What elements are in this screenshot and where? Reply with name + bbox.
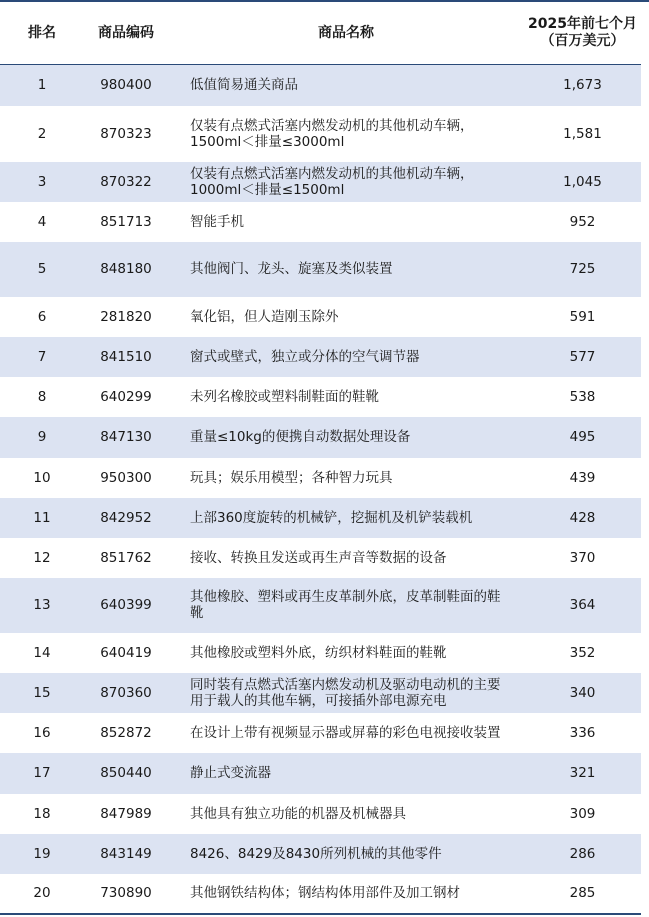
cell-rank: 13 (0, 578, 84, 633)
table-row (0, 162, 641, 202)
cell-value: 321 (524, 753, 641, 794)
cell-rank: 15 (0, 673, 84, 713)
table-row (0, 106, 641, 162)
cell-rank: 4 (0, 202, 84, 242)
cell-rank: 10 (0, 458, 84, 498)
cell-value: 1,581 (524, 106, 641, 162)
cell-code: 841510 (84, 337, 168, 377)
cell-name: 智能手机 (168, 202, 524, 242)
cell-code: 640399 (84, 578, 168, 633)
cell-code: 852872 (84, 713, 168, 753)
cell-rank: 20 (0, 874, 84, 914)
table-row (0, 337, 641, 377)
cell-value: 439 (524, 458, 641, 498)
header-name: 商品名称 (168, 2, 524, 65)
cell-name: 在设计上带有视频显示器或屏幕的彩色电视接收装置 (168, 713, 524, 753)
cell-value: 577 (524, 337, 641, 377)
cell-name: 仅装有点燃式活塞内燃发动机的其他机动车辆，1000ml＜排量≤1500ml (168, 162, 524, 202)
cell-value: 286 (524, 834, 641, 874)
cell-rank: 14 (0, 633, 84, 673)
cell-value: 285 (524, 874, 641, 914)
header-code: 商品编码 (84, 2, 168, 65)
table-row (0, 65, 641, 106)
cell-code: 842952 (84, 498, 168, 538)
table-row (0, 874, 641, 914)
table-row (0, 498, 641, 538)
cell-code: 870322 (84, 162, 168, 202)
cell-value: 495 (524, 417, 641, 458)
cell-name: 其他钢铁结构体；钢结构体用部件及加工钢材 (168, 874, 524, 914)
table-row (0, 673, 641, 713)
table-row (0, 834, 641, 874)
header-value-line1: 2025年前七个月 (528, 16, 637, 32)
table-row (0, 713, 641, 753)
cell-name: 玩具；娱乐用模型；各种智力玩具 (168, 458, 524, 498)
cell-name: 氧化铝，但人造刚玉除外 (168, 297, 524, 337)
cell-code: 870360 (84, 673, 168, 713)
cell-name: 其他橡胶或塑料外底，纺织材料鞋面的鞋靴 (168, 633, 524, 673)
table-row (0, 377, 641, 417)
cell-name: 接收、转换且发送或再生声音等数据的设备 (168, 538, 524, 578)
cell-rank: 9 (0, 417, 84, 458)
cell-value: 952 (524, 202, 641, 242)
cell-name: 上部360度旋转的机械铲，挖掘机及机铲装载机 (168, 498, 524, 538)
cell-rank: 6 (0, 297, 84, 337)
cell-value: 370 (524, 538, 641, 578)
cell-rank: 1 (0, 65, 84, 106)
cell-name: 静止式变流器 (168, 753, 524, 794)
cell-code: 847130 (84, 417, 168, 458)
cell-code: 730890 (84, 874, 168, 914)
header-value-line2: （百万美元） (540, 33, 625, 49)
cell-code: 281820 (84, 297, 168, 337)
table-row (0, 753, 641, 794)
cell-code: 847989 (84, 794, 168, 834)
cell-name: 同时装有点燃式活塞内燃发动机及驱动电动机的主要用于载人的其他车辆，可接插外部电源充电 (168, 673, 524, 713)
cell-value: 364 (524, 578, 641, 633)
header-value (524, 2, 641, 65)
cell-value: 538 (524, 377, 641, 417)
cell-value: 340 (524, 673, 641, 713)
cell-name: 其他具有独立功能的机器及机械器具 (168, 794, 524, 834)
cell-code: 950300 (84, 458, 168, 498)
table-row (0, 242, 641, 297)
cell-value: 1,673 (524, 65, 641, 106)
cell-rank: 7 (0, 337, 84, 377)
table-header (0, 2, 641, 65)
cell-code: 851713 (84, 202, 168, 242)
cell-code: 850440 (84, 753, 168, 794)
cell-code: 848180 (84, 242, 168, 297)
cell-rank: 5 (0, 242, 84, 297)
header-row (0, 2, 641, 65)
cell-code: 851762 (84, 538, 168, 578)
cell-name: 8426、8429及8430所列机械的其他零件 (168, 834, 524, 874)
cell-name: 重量≤10kg的便携自动数据处理设备 (168, 417, 524, 458)
cell-name: 低值简易通关商品 (168, 65, 524, 106)
cell-rank: 19 (0, 834, 84, 874)
cell-name: 未列名橡胶或塑料制鞋面的鞋靴 (168, 377, 524, 417)
cell-code: 870323 (84, 106, 168, 162)
cell-value: 309 (524, 794, 641, 834)
table-row (0, 297, 641, 337)
header-rank: 排名 (0, 2, 84, 65)
cell-name: 其他橡胶、塑料或再生皮革制外底，皮革制鞋面的鞋靴 (168, 578, 524, 633)
cell-name: 窗式或壁式，独立或分体的空气调节器 (168, 337, 524, 377)
table-row (0, 417, 641, 458)
cell-rank: 18 (0, 794, 84, 834)
table-row (0, 538, 641, 578)
cell-name: 其他阀门、龙头、旋塞及类似装置 (168, 242, 524, 297)
table-row (0, 633, 641, 673)
cell-code: 640299 (84, 377, 168, 417)
cell-value: 1,045 (524, 162, 641, 202)
cell-value: 591 (524, 297, 641, 337)
table-row (0, 578, 641, 633)
cell-rank: 2 (0, 106, 84, 162)
cell-code: 640419 (84, 633, 168, 673)
cell-code: 843149 (84, 834, 168, 874)
table-row (0, 202, 641, 242)
cell-name: 仅装有点燃式活塞内燃发动机的其他机动车辆，1500ml＜排量≤3000ml (168, 106, 524, 162)
cell-value: 428 (524, 498, 641, 538)
cell-rank: 12 (0, 538, 84, 578)
cell-value: 336 (524, 713, 641, 753)
table-row (0, 458, 641, 498)
cell-rank: 3 (0, 162, 84, 202)
top-products-table (0, 2, 641, 915)
cell-value: 352 (524, 633, 641, 673)
cell-code: 980400 (84, 65, 168, 106)
cell-value: 725 (524, 242, 641, 297)
cell-rank: 8 (0, 377, 84, 417)
cell-rank: 11 (0, 498, 84, 538)
cell-rank: 17 (0, 753, 84, 794)
table-body (0, 65, 641, 914)
table-row (0, 794, 641, 834)
cell-rank: 16 (0, 713, 84, 753)
